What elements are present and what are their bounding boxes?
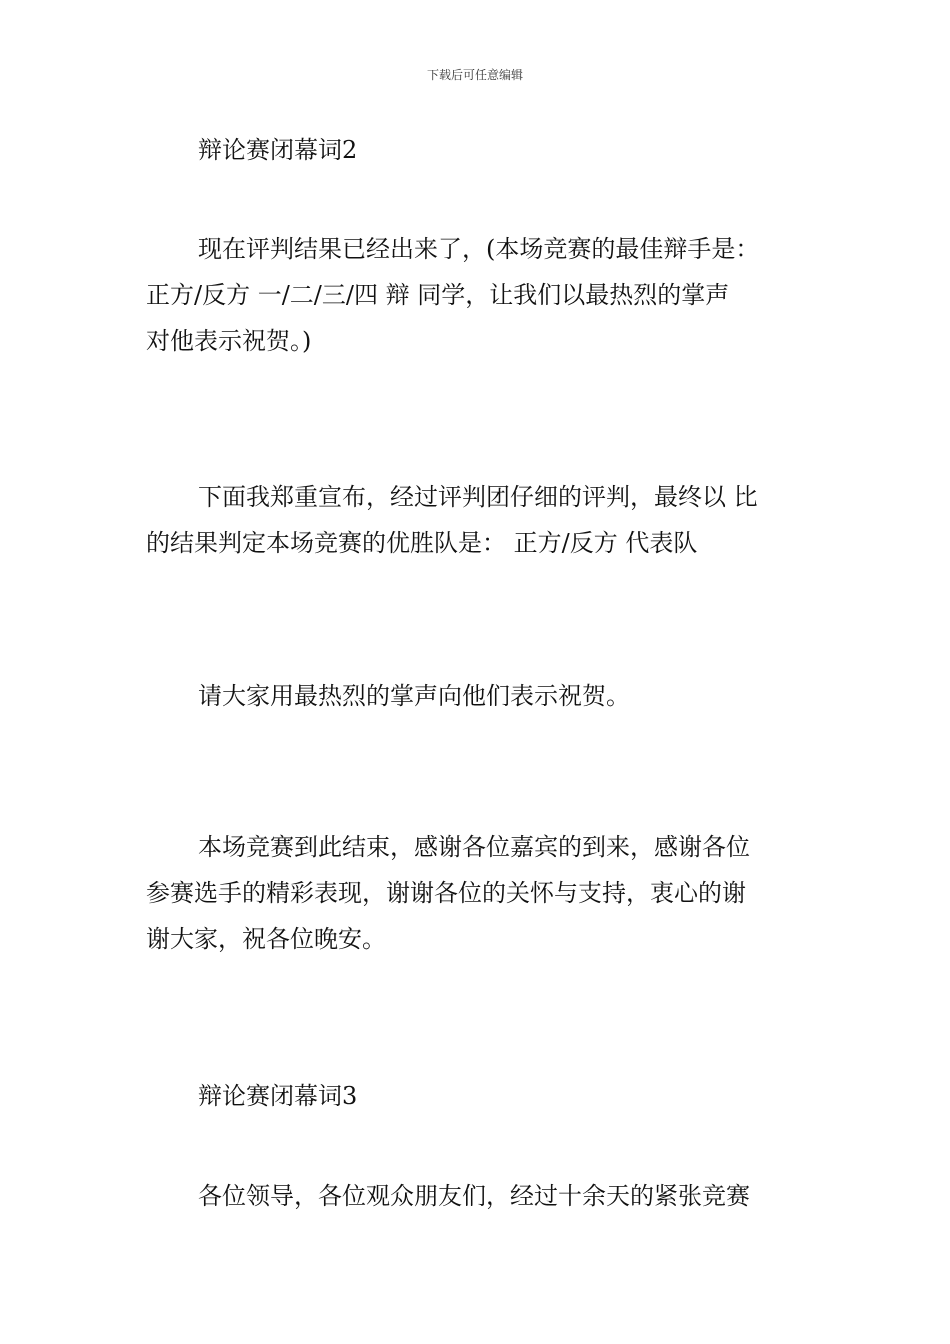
header-note: 下载后可任意编辑 <box>426 68 523 82</box>
paragraph-opening <box>146 1173 806 1219</box>
heading-text: 辩论赛闭幕词3 <box>198 1082 358 1110</box>
paragraph-line: 对他表示祝贺。) <box>146 327 312 355</box>
section-heading-2 <box>146 127 806 173</box>
paragraph-winner-announcement <box>146 474 806 566</box>
paragraph-applause <box>146 673 806 719</box>
heading-text: 辩论赛闭幕词2 <box>198 136 358 164</box>
section-heading-3 <box>146 1073 806 1119</box>
paragraph-line: 的结果判定本场竞赛的优胜队是： 正方/反方 代表队 <box>146 529 698 557</box>
paragraph-line: 各位领导，各位观众朋友们，经过十余天的紧张竞赛 <box>198 1182 750 1210</box>
paragraph-line: 谢大家，祝各位晚安。 <box>146 925 386 953</box>
paragraph-closing-thanks <box>146 824 806 962</box>
paragraph-line: 现在评判结果已经出来了，(本场竞赛的最佳辩手是： <box>198 235 760 263</box>
paragraph-line: 正方/反方 一/二/三/四 辩 同学，让我们以最热烈的掌声 <box>146 281 730 309</box>
paragraph-line: 下面我郑重宣布，经过评判团仔细的评判，最终以 比 <box>198 483 758 511</box>
paragraph-line: 参赛选手的精彩表现，谢谢各位的关怀与支持，衷心的谢 <box>146 879 746 907</box>
paragraph-result-announcement <box>146 226 806 364</box>
paragraph-line: 本场竞赛到此结束，感谢各位嘉宾的到来，感谢各位 <box>198 833 750 861</box>
paragraph-line: 请大家用最热烈的掌声向他们表示祝贺。 <box>198 682 630 710</box>
